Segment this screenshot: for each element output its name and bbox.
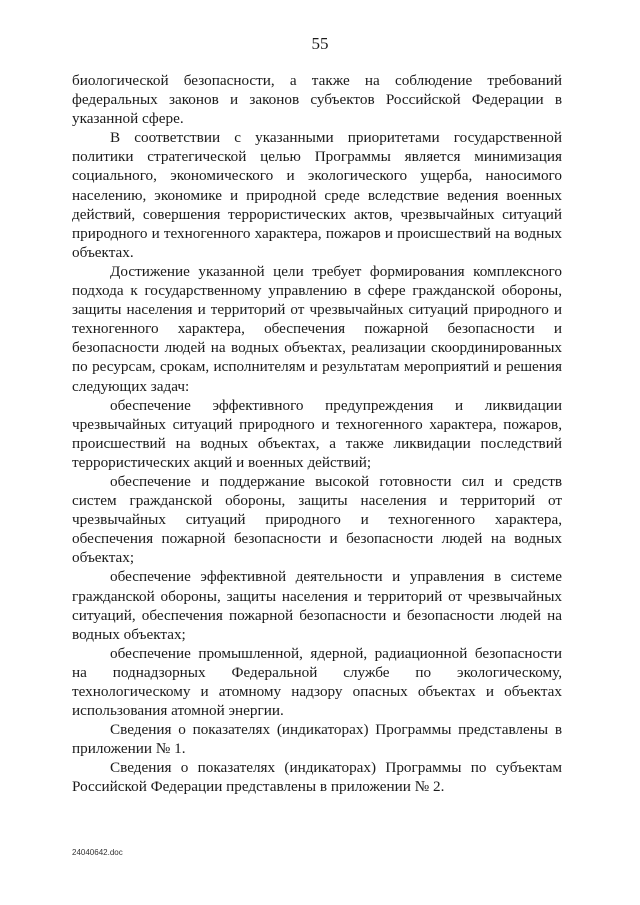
paragraph-goal-achievement: Достижение указанной цели требует формирования комплексного подхода к государственному управлению в сфере гражданской обороны, защиты населения и территорий от чрезвычайных ситуаций природного и техногенного характера, обеспечения пожарной безопасности и безопасности людей на водных объектах, реализации скоординированных по ресурсам, срокам, исполнителям и результатам мероприятий и решения следующих задач: — [72, 262, 562, 395]
task-item-prevention: обеспечение эффективного предупреждения и ликвидации чрезвычайных ситуаций природного и техногенного характера, пожаров, происшествий на водных объектах, а также ликвидации последствий террористических акций и военных действий; — [72, 396, 562, 471]
task-item-readiness: обеспечение и поддержание высокой готовности сил и средств систем гражданской обороны, защиты населения и территорий от чрезвычайных ситуаций природного и техногенного характера, обеспечения пожарной безопасности и безопасности людей на водных объектах; — [72, 472, 562, 567]
page-number: 55 — [311, 34, 329, 53]
paragraph-appendix-2: Сведения о показателях (индикаторах) Программы по субъектам Российской Федерации представлены в приложении № 2. — [72, 759, 562, 796]
footer-filename: 24040642.doc — [72, 848, 123, 857]
task-item-management: обеспечение эффективной деятельности и управления в системе гражданской обороны, защиты населения и территорий от чрезвычайных ситуаций, обеспечения пожарной безопасности и безопасности людей на водных объектах; — [72, 568, 562, 643]
paragraph-appendix-1: Сведения о показателях (индикаторах) Программы представлены в приложении № 1. — [72, 721, 562, 758]
paragraph-continuation: биологической безопасности, а также на соблюдение требований федеральных законов и законов субъектов Российской Федерации в указанной сфере. — [72, 72, 562, 128]
paragraph-strategic-goal: В соответствии с указанными приоритетами государственной политики стратегической целью Программы является минимизация социального, экономического и экологического ущерба, наносимого населению, экономике и природной среде вследствие ведения военных действий, совершения террористических актов, чрезвычайных ситуаций природного и техногенного характера, пожаров и происшествий на водных объектах. — [72, 129, 562, 261]
task-item-industrial-safety: обеспечение промышленной, ядерной, радиационной безопасности на поднадзорных Федеральной службе по экологическому, технологическому и атомному надзору опасных объектах и объектах использования атомной энергии. — [72, 644, 562, 720]
body-text — [72, 71, 562, 797]
